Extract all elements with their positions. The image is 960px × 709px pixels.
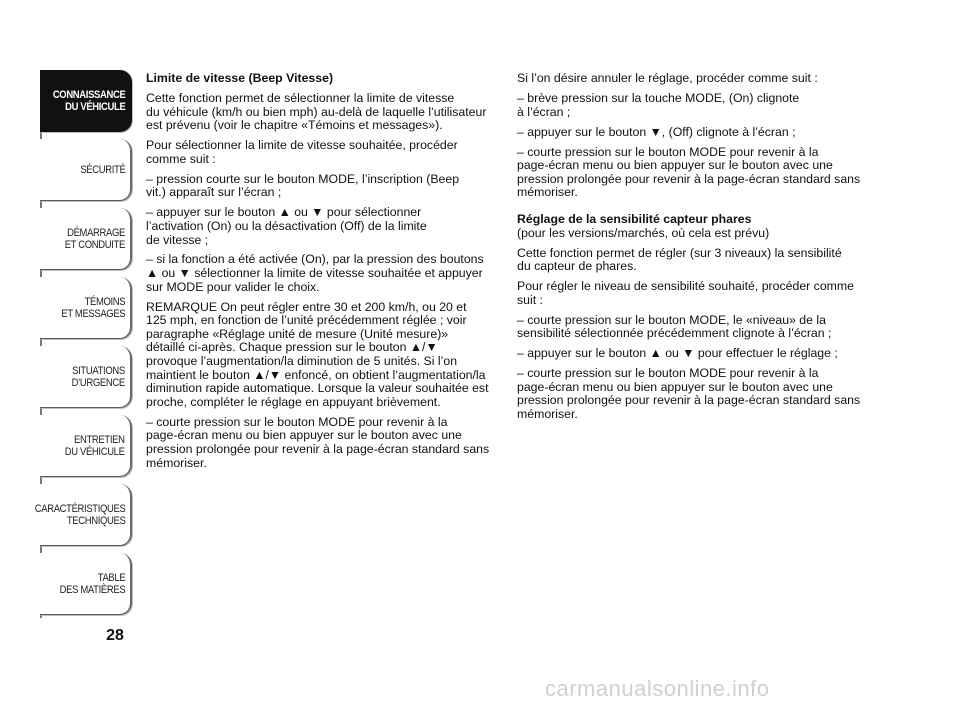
paragraph: – appuyer sur le bouton ▼, (Off) clignote à l’écran ; — [517, 124, 796, 139]
paragraph: Pour sélectionner la limite de vitesse souhaitée, procéder comme suit : — [146, 138, 458, 166]
left-column — [146, 72, 498, 477]
paragraph: Cette fonction permet de régler (sur 3 niveaux) la sensibilité du capteur de phares. — [517, 245, 842, 274]
paragraph: – si la fonction a été activée (On), par la pression des boutons ▲ ou ▼ sélectionner la limite de vitesse souhaitée et appuyer sur MODE pour valider le choix. — [146, 252, 484, 294]
paragraph: – courte pression sur le bouton MODE pour revenir à la page-écran menu ou bien appuyer sur le bouton avec une pression prolongée pour revenir à la page-écran standard sans mémoriser. — [146, 414, 490, 470]
paragraph: – courte pression sur le bouton MODE, le «niveau» de la sensibilité sélectionnée précédemment clignote à l’écran ; — [517, 312, 832, 341]
tab-entretien-du-vehicule[interactable]: ENTRETIEN DU VÉHICULE — [40, 415, 132, 477]
paragraph: – courte pression sur le bouton MODE pour revenir à la page-écran menu ou bien appuyer sur le bouton avec une pression prolongée pour revenir à la page-écran standard sans mémoriser. — [517, 366, 861, 421]
tab-demarrage-et-conduite[interactable]: DÉMARRAGE ET CONDUITE — [40, 208, 132, 270]
tab-connaissance-du-vehicule[interactable]: CONNAISSANCE DU VÉHICULE — [40, 70, 132, 132]
tab-caracteristiques-techniques[interactable]: CARACTÉRISTIQUES TECHNIQUES — [40, 484, 132, 546]
tab-situations-d-urgence[interactable]: SITUATIONS D’URGENCE — [40, 346, 132, 408]
paragraph: – appuyer sur le bouton ▲ ou ▼ pour effectuer le réglage ; — [517, 346, 838, 361]
paragraph: – brève pression sur la touche MODE, (On) clignote à l’écran ; — [517, 90, 800, 119]
right-column — [517, 72, 869, 428]
paragraph: Pour régler le niveau de sensibilité souhaité, procéder comme suit : — [517, 279, 854, 307]
section-heading-speed-limit: Limite de vitesse (Beep Vitesse) — [146, 71, 334, 85]
heading-note: (pour les versions/marchés, où cela est prévu) — [517, 225, 770, 240]
watermark: carmanualsonline.info — [545, 676, 770, 701]
section-heading-headlight-sensor: Réglage de la sensibilité capteur phares — [517, 211, 752, 226]
paragraph: Si l’on désire annuler le réglage, procéder comme suit : — [517, 71, 818, 85]
tab-securite[interactable]: SÉCURITÉ — [40, 139, 132, 201]
paragraph: – pression courte sur le bouton MODE, l’inscription (Beep vit.) apparaît sur l’écran ; — [146, 171, 460, 200]
tab-table-des-matieres[interactable]: TABLE DES MATIÈRES — [40, 553, 132, 615]
paragraph: – appuyer sur le bouton ▲ ou ▼ pour sélectionner l’activation (On) ou la désactivation (Off) de la limite de vitesse ; — [146, 205, 427, 247]
paragraph: – courte pression sur le bouton MODE pour revenir à la page-écran menu ou bien appuyer sur le bouton avec une pression prolongée pour revenir à la page-écran standard sans mémoriser. — [517, 144, 861, 200]
page-number: 28 — [106, 627, 124, 644]
tab-temoins-et-messages[interactable]: TÉMOINS ET MESSAGES — [40, 277, 132, 339]
remark-paragraph: REMARQUE On peut régler entre 30 et 200 km/h, ou 20 et 125 mph, en fonction de l’unité précédemment réglée ; voir paragraphe «Réglage unité de mesure (Unité mesure)» détaillé ci-après. Chaque pression sur le bouton ▲/▼ provoque l’augmentation/la diminution de 5 unités. Si l’on maintient le bouton ▲/▼ enfoncé, on obtient l’augmentation/la diminution rapide automatique. Lorsque la valeur souhaitée est proche, compléter le réglage en appuyant brièvement. — [146, 299, 489, 409]
paragraph: Cette fonction permet de sélectionner la limite de vitesse du véhicule (km/h ou bien mph) au-delà de laquelle l’utilisateur est prévenu (voir le chapitre «Témoins et messages»). — [146, 90, 487, 133]
